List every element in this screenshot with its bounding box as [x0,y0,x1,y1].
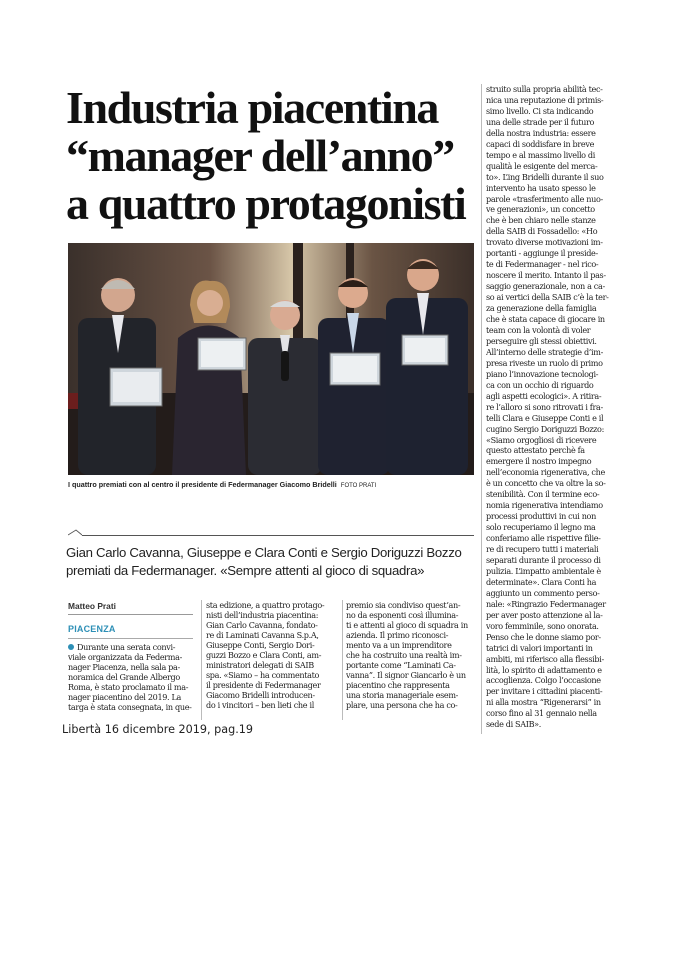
col4-line: re l’alloro si sono ritrovati i fra- [486,401,603,412]
col4-line: per invitare i cittadini piacenti- [486,686,603,697]
col4-line: All’interno delle strategie d’im- [486,346,603,357]
subhead-line-1: Gian Carlo Cavanna, Giuseppe e Clara Conti e Sergio Doriguzzi Bozzo [66,545,462,560]
col4-line: trovato diverse motivazioni im- [486,237,603,248]
article-column-1 [68,642,195,712]
col4-line: nomia rigenerativa intendiamo [486,500,603,511]
col4-line: emergere il nostro impegno [486,456,592,467]
col2-line: re di Laminati Cavanna S.p.A, [206,630,319,641]
col4-line: za generazione della famiglia [486,303,597,314]
col4-line: capaci di soddisfare in breve [486,138,595,149]
col3-line: no da esponenti così illumina- [346,610,459,621]
col4-line: separati durante il processo di [486,554,601,565]
col4-line: della nostra industria: essere [486,127,596,138]
col4-line: una delle strade per il futuro [486,116,595,127]
article-column-2 [206,600,338,711]
col4-line: saggio generazionale, non a ca- [486,281,605,292]
col4-line: accoglienza. Colgo l’occasione [486,675,601,686]
col4-line: aggiunto un commento perso- [486,587,600,598]
article-column-4 [486,84,621,730]
location-rule [68,638,193,639]
col4-line: to». L’ing Bridelli durante il suo [486,171,604,182]
article-photo [68,243,474,475]
col2-line: spa. «Siamo – ha commentato [206,670,320,681]
col4-line: che è stata capace di giocare in [486,314,605,325]
col4-line: perseguire gli stessi obiettivi. [486,335,597,346]
col3-line: portante come “Laminati Ca- [346,660,456,671]
col2-line: Gian Carlo Cavanna, fondato- [206,620,318,631]
col4-line: voro femminile, sono onorata. [486,620,599,631]
col4-line: presa riveste un ruolo di primo [486,357,603,368]
col4-line: tatrici di valori importanti in [486,642,593,653]
col2-line: do i vincitori – ben lieti che il [206,700,314,711]
col4-line: qualità le esigente del merca- [486,160,598,171]
col4-line: nale: «Ringrazio Federmanager [486,598,606,609]
col4-line: nell’economia rigenerativa, che [486,467,605,478]
col4-line: cugino Sergio Doriguzzi Bozzo: [486,423,604,434]
col4-line: struito sulla propria abilità tec- [486,84,603,94]
col1-line: Durante una serata convi- [68,642,195,652]
section-rule-mark [68,529,82,536]
headline-line-3: a quattro protagonisti [66,178,466,229]
col1-line: viale organizzata da Federma- [68,652,182,663]
col4-line: simo livello. Ci sta indicando [486,105,594,116]
col2-line: Giuseppe Conti, Sergio Dori- [206,640,315,651]
col3-line: plare, una persona che ha co- [346,700,458,711]
col2-line: sta edizione, a quattro protago- [206,600,325,610]
col3-line: ti e attenti al gioco di squadra in [346,620,468,631]
author-byline: Matteo Prati [68,601,193,615]
caption-text: I quattro premiati con al centro il presidente di Federmanager Giacomo Bridelli [68,480,337,489]
col4-line: della SAIB di Fossadello: «Ho [486,226,598,237]
col4-line: so ai vertici della SAIB c’è la ter- [486,292,609,303]
column-divider [201,600,202,720]
col4-line: ni alla mostra “Rigenerarsi” in [486,697,601,708]
photo-caption [68,480,478,489]
col1-line: targa è stata consegnata, in que- [68,702,192,713]
col4-line: questo attestato perchè fa [486,445,585,456]
col4-line: Penso che le donne siamo por- [486,631,601,642]
col4-line: parole «trasferimento alle nuo- [486,193,603,204]
col4-line: sede di SAIB». [486,719,541,730]
headline-line-1: Industria piacentina [66,82,439,133]
headline [66,84,476,228]
col3-line: premio sia condiviso quest’an- [346,600,461,610]
bullet-icon [68,644,74,650]
col4-line: tempo e al massimo livello di [486,149,595,160]
col3-line: vanna”. Il signor Giancarlo è un [346,670,466,681]
col4-line: team con la volontà di voler [486,324,591,335]
col4-line: agli aspetti ecologici». A ritira- [486,390,602,401]
col1-line: nager Piacenza, nella sala pa- [68,662,180,673]
col3-line: una storia manageriale esem- [346,690,459,701]
col2-line: Giacomo Bridelli introducen- [206,690,315,701]
col4-line: corso fino al 31 gennaio nella [486,708,597,719]
column-divider [342,600,343,720]
col4-line: noscere il merito. Intanto il pas- [486,270,606,281]
col4-line: «Siamo orgogliosi di ricevere [486,434,597,445]
column-divider [481,84,482,734]
col4-line: lità, lo spirito di adattamento e [486,664,602,675]
col1-line: Roma, è stato proclamato il ma- [68,682,189,693]
col2-line: il presidente di Federmanager [206,680,321,691]
col3-line: mento va a un imprenditore [346,640,452,651]
col4-line: è un concetto che va oltre la so- [486,478,606,489]
col4-line: ve generazioni», un concetto [486,204,595,215]
col3-line: azienda. Il primo riconosci- [346,630,449,641]
col4-line: nica una reputazione di primis- [486,94,604,105]
subhead-line-2: premiati da Federmanager. «Sempre attenti al gioco di squadra» [66,563,425,578]
col4-line: portanti - aggiunge il preside- [486,248,598,259]
col3-line: che ha costruito una realtà im- [346,650,462,661]
col4-line: determinate». Clara Conti ha [486,576,597,587]
col4-line: ca con un occhio di riguardo [486,379,594,390]
source-footer: Libertà 16 dicembre 2019, pag.19 [62,723,253,736]
article-column-3 [346,600,476,711]
dateline-location: PIACENZA [68,624,116,634]
headline-line-2: “manager dell’anno” [66,130,454,181]
col4-line: solo recuperiamo il legno ma [486,522,596,533]
col4-line: conferiamo alle rispettive filie- [486,533,601,544]
col4-line: pulizia. L’impatto ambientale è [486,565,601,576]
col4-line: per aver posto attenzione al la- [486,609,603,620]
subheadline [66,544,476,580]
col1-line: noramica del Grande Albergo [68,672,180,683]
section-rule [82,535,474,536]
col4-line: ambiti, mi riferisco alla flessibi- [486,653,604,664]
col4-line: intervento ha usato spesso le [486,182,596,193]
col2-line: ministratori delegati di SAIB [206,660,314,671]
col1-line: nager piacentino del 2019. La [68,692,182,703]
photo-illustration [68,243,474,475]
col4-line: stenibilità. Con il termine eco- [486,489,600,500]
col4-line: re di recupero tutti i materiali [486,544,599,555]
col4-line: telli Clara e Giuseppe Conti e il [486,412,604,423]
col4-line: te di Federmanager - nel rico- [486,259,599,270]
col3-line: piacentino che rappresenta [346,680,450,691]
photo-credit: FOTO PRATI [340,483,377,489]
col2-line: nisti dell’industria piacentina: [206,610,319,621]
col4-line: processi produttivi in cui non [486,511,596,522]
col4-line: piano l’innovazione tecnologi- [486,368,599,379]
col2-line: guzzi Bozzo e Clara Conti, am- [206,650,322,661]
col4-line: che è ben chiaro nelle stanze [486,215,596,226]
